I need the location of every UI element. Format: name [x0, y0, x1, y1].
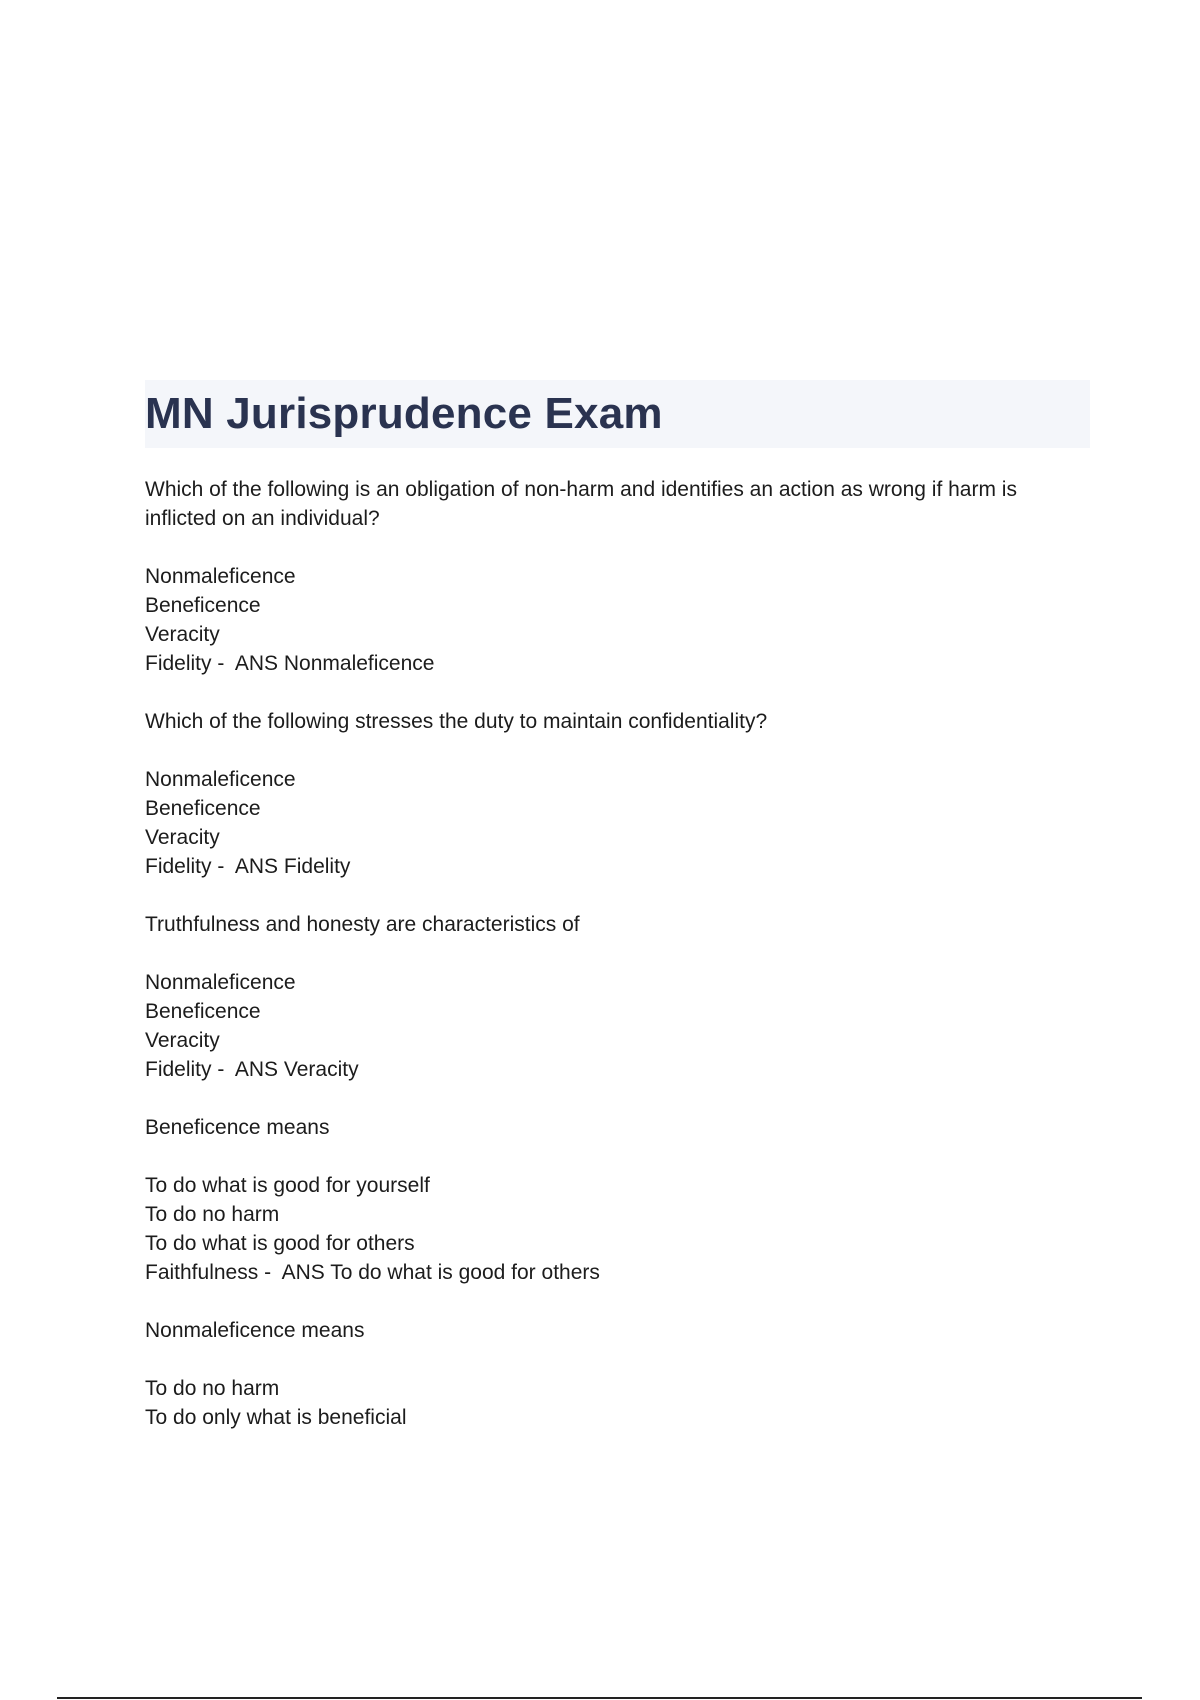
question-text: Which of the following is an obligation of non-harm and identifies an action as wrong if harm is inflicted on an individual?: [145, 478, 1017, 530]
option-text: Faithfulness: [145, 1261, 259, 1284]
option-item: To do no harm: [145, 1377, 280, 1400]
answer-text: Veracity: [283, 1058, 359, 1081]
option-item: Beneficence: [145, 797, 261, 820]
question-block: [145, 475, 1090, 678]
option-item: To do no harm: [145, 1203, 280, 1226]
option-item: Beneficence: [145, 594, 261, 617]
question-list: [145, 475, 1090, 1461]
option-item: Nonmaleficence: [145, 565, 296, 588]
answer-separator: - ANS: [258, 1261, 331, 1284]
option-item: Veracity: [145, 1029, 220, 1052]
option-text: Fidelity: [145, 652, 212, 675]
option-item: To do only what is beneficial: [145, 1406, 407, 1429]
option-item: Nonmaleficence: [145, 768, 296, 791]
option-item-with-answer: [145, 852, 1090, 881]
question-text: Beneficence means: [145, 1116, 330, 1139]
question-block: [145, 1316, 1090, 1432]
option-list: [145, 562, 1090, 678]
option-text: Fidelity: [145, 855, 212, 878]
option-item-with-answer: [145, 1258, 1090, 1287]
footer-divider: [57, 1697, 1142, 1699]
option-item: To do what is good for others: [145, 1232, 415, 1255]
answer-text: Fidelity: [283, 855, 351, 878]
option-list: [145, 1171, 1090, 1287]
answer-text: Nonmaleficence: [283, 652, 435, 675]
option-item-with-answer: [145, 1055, 1090, 1084]
option-text: Fidelity: [145, 1058, 212, 1081]
answer-text: To do what is good for others: [330, 1261, 600, 1284]
option-item: Nonmaleficence: [145, 971, 296, 994]
question-block: [145, 910, 1090, 1084]
question-block: [145, 707, 1090, 881]
answer-separator: - ANS: [211, 652, 284, 675]
option-item-with-answer: [145, 649, 1090, 678]
question-block: [145, 1113, 1090, 1287]
option-item: To do what is good for yourself: [145, 1174, 430, 1197]
option-list: [145, 765, 1090, 881]
question-text: Truthfulness and honesty are characteristics of: [145, 913, 580, 936]
answer-separator: - ANS: [211, 855, 284, 878]
title-band: [145, 380, 1090, 448]
option-item: Veracity: [145, 826, 220, 849]
option-list: [145, 968, 1090, 1084]
question-text: Which of the following stresses the duty to maintain confidentiality?: [145, 710, 768, 733]
option-item: Beneficence: [145, 1000, 261, 1023]
page-title: MN Jurisprudence Exam: [145, 389, 663, 438]
answer-separator: - ANS: [211, 1058, 284, 1081]
option-list: [145, 1374, 1090, 1432]
question-text: Nonmaleficence means: [145, 1319, 365, 1342]
option-item: Veracity: [145, 623, 220, 646]
